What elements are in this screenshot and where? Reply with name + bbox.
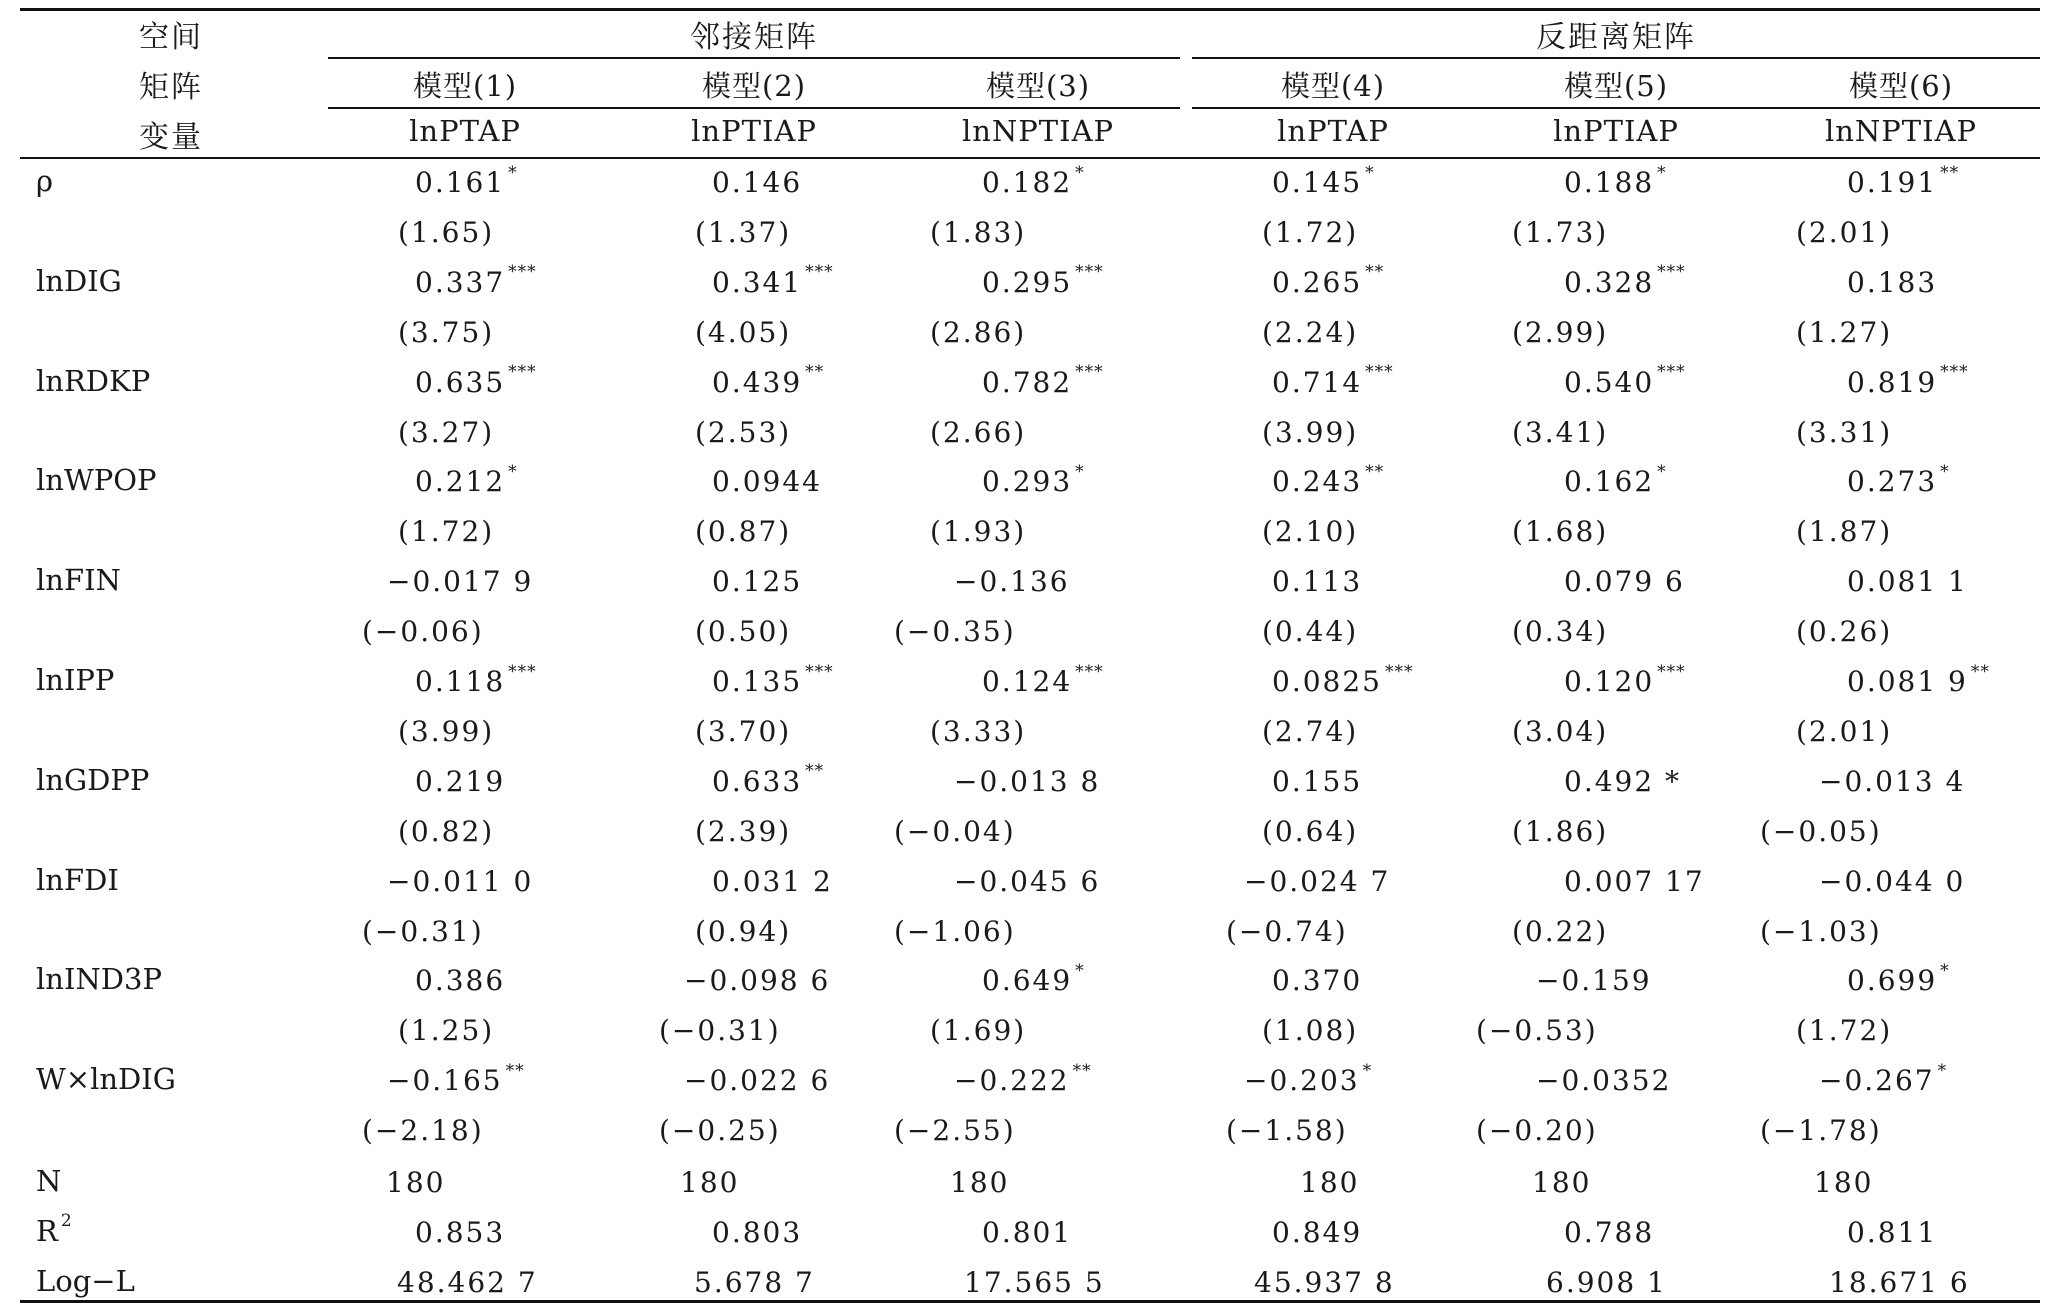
coefficient-cell	[982, 661, 1104, 698]
coefficient-value: −0.044 0	[1819, 864, 1966, 898]
coefficient-value: 0.145	[1272, 166, 1363, 199]
t-statistic-cell: (2.39)	[695, 814, 792, 848]
coefficient-value: −0.017 9	[387, 565, 534, 599]
coefficient-value: −0.165	[387, 1064, 503, 1098]
significance-stars: **	[1970, 661, 1990, 682]
coefficient-value: 0.273	[1847, 465, 1938, 499]
variable-label: lnRDKP	[36, 363, 151, 398]
t-statistic-cell: (0.44)	[1262, 615, 1359, 649]
bottom-rule	[20, 1300, 2040, 1303]
footer-label-text: Log−L	[36, 1264, 135, 1298]
t-statistic-cell: (3.04)	[1512, 715, 1609, 748]
coefficient-value: 0.007 17	[1564, 864, 1705, 898]
coefficient-cell	[684, 964, 830, 997]
significance-stars: *	[1940, 961, 1950, 982]
footer-value: 0.849	[1272, 1216, 1363, 1249]
t-statistic-cell: (1.25)	[398, 1014, 495, 1048]
significance-stars: *	[1940, 462, 1950, 483]
footer-value: 17.565 5	[964, 1266, 1105, 1299]
coefficient-cell	[712, 465, 822, 498]
footer-value: 0.801	[982, 1216, 1073, 1249]
coefficient-cell	[1272, 661, 1414, 698]
inverse-model-rule	[1192, 107, 2040, 109]
coefficient-value: 0.370	[1272, 964, 1363, 998]
t-statistic-cell: (3.70)	[695, 715, 792, 748]
coefficient-cell	[1564, 362, 1686, 399]
footer-value: 5.678 7	[694, 1266, 815, 1299]
t-statistic-cell: (2.01)	[1796, 216, 1893, 249]
coefficient-value: 0.155	[1272, 764, 1363, 798]
coefficient-value: 0.633	[712, 764, 803, 798]
significance-stars: ***	[1657, 661, 1686, 682]
dependent-variable-4: lnPTAP	[1277, 114, 1389, 148]
coefficient-value: 0.699	[1847, 964, 1938, 998]
header-matrix-label: 矩阵	[139, 70, 203, 105]
t-statistic-cell: (1.72)	[398, 515, 495, 549]
coefficient-cell	[1847, 362, 1969, 399]
variable-label: ρ	[36, 164, 54, 198]
coefficient-cell	[1564, 865, 1705, 898]
coefficient-cell	[1847, 162, 1960, 199]
coefficient-cell	[1819, 765, 1965, 798]
footer-value: 180	[386, 1166, 446, 1199]
coefficient-cell	[982, 462, 1085, 499]
t-statistic-cell: (2.10)	[1262, 515, 1359, 549]
coefficient-value: 0.337	[415, 265, 506, 299]
variable-label: lnIPP	[36, 663, 115, 697]
coefficient-value: 0.540	[1564, 365, 1655, 399]
coefficient-cell	[1272, 362, 1394, 399]
t-statistic-cell: (−2.18)	[362, 1114, 484, 1148]
significance-stars: **	[1072, 1060, 1092, 1081]
coefficient-value: 0.212	[415, 465, 506, 499]
coefficient-value: 0.079 6	[1564, 565, 1685, 599]
coefficient-value: −0.0352	[1536, 1064, 1672, 1098]
coefficient-value: −0.098 6	[684, 964, 831, 998]
significance-stars: **	[805, 761, 825, 782]
footer-label	[36, 1264, 135, 1298]
header-space-label: 空间	[139, 20, 203, 55]
adjacent-group-rule	[328, 57, 1180, 59]
significance-stars: ***	[805, 661, 834, 682]
coefficient-cell	[1272, 765, 1362, 798]
t-statistic-cell: (−1.58)	[1226, 1114, 1348, 1148]
t-statistic-cell: (1.68)	[1512, 515, 1609, 549]
t-statistic-cell: (1.08)	[1262, 1014, 1359, 1048]
footer-value: 6.908 1	[1546, 1266, 1667, 1299]
coefficient-cell	[415, 162, 518, 199]
coefficient-cell	[1244, 865, 1390, 898]
t-statistic-cell: (−0.25)	[659, 1114, 781, 1148]
t-statistic-cell: (0.82)	[398, 814, 495, 848]
significance-stars: *	[1075, 162, 1085, 183]
t-statistic-cell: (1.73)	[1512, 216, 1609, 249]
variable-label: lnIND3P	[36, 962, 162, 997]
coefficient-cell	[954, 565, 1070, 598]
dependent-variable-2: lnPTIAP	[691, 114, 817, 148]
significance-stars: *	[1937, 1060, 1948, 1081]
coefficient-cell	[1564, 661, 1686, 698]
coefficient-cell	[1536, 964, 1652, 997]
coefficient-cell	[415, 765, 505, 798]
coefficient-value: 0.191	[1847, 166, 1938, 199]
significance-stars: **	[1365, 262, 1385, 283]
t-statistic-cell: (2.24)	[1262, 315, 1359, 349]
t-statistic-cell: (−0.31)	[362, 914, 484, 948]
t-statistic-cell: (0.94)	[695, 914, 792, 948]
footer-value: 180	[950, 1166, 1010, 1199]
coefficient-cell	[1847, 961, 1950, 998]
significance-stars: ***	[1657, 262, 1686, 283]
coefficient-cell	[1272, 565, 1362, 598]
coefficient-value: −0.013 4	[1819, 764, 1966, 798]
t-statistic-cell: (1.87)	[1796, 515, 1893, 549]
coefficient-cell	[1847, 462, 1950, 499]
footer-value: 180	[1300, 1166, 1360, 1199]
significance-stars: *	[508, 462, 518, 483]
t-statistic-cell: (3.31)	[1796, 415, 1893, 449]
coefficient-cell	[1272, 462, 1385, 499]
coefficient-value: −0.136	[954, 565, 1070, 599]
t-statistic-cell: (0.26)	[1796, 615, 1893, 649]
t-statistic-cell: (−0.35)	[894, 615, 1016, 649]
coefficient-value: 0.328	[1564, 265, 1655, 299]
t-statistic-cell: (1.72)	[1262, 216, 1359, 249]
coefficient-value: 0.341	[712, 265, 803, 299]
coefficient-value: 0.386	[415, 964, 506, 998]
footer-value: 0.811	[1847, 1216, 1938, 1249]
significance-stars: ***	[1075, 262, 1104, 283]
significance-stars: ***	[1075, 661, 1104, 682]
significance-stars: ***	[1075, 362, 1104, 383]
coefficient-cell	[415, 262, 537, 299]
coefficient-cell	[954, 865, 1100, 898]
coefficient-value: −0.011 0	[387, 864, 534, 898]
significance-stars: **	[1365, 462, 1385, 483]
coefficient-cell	[712, 262, 834, 299]
footer-value: 180	[1814, 1166, 1874, 1199]
footer-value: 180	[1532, 1166, 1592, 1199]
coefficient-value: 0.081 1	[1847, 565, 1968, 599]
coefficient-cell	[712, 362, 825, 399]
coefficient-value: 0.243	[1272, 465, 1363, 499]
coefficient-value: −0.222	[954, 1064, 1070, 1098]
t-statistic-cell: (1.69)	[930, 1014, 1027, 1048]
coefficient-cell	[1819, 865, 1965, 898]
t-statistic-cell: (3.75)	[398, 315, 495, 349]
t-statistic-cell: (−1.03)	[1760, 914, 1882, 948]
significance-stars: ***	[508, 362, 537, 383]
coefficient-value: 0.161	[415, 166, 506, 199]
footer-label	[36, 1211, 73, 1248]
coefficient-cell	[1847, 565, 1968, 598]
header-bottom-rule	[20, 157, 2040, 159]
coefficient-value: −0.267	[1819, 1064, 1935, 1098]
coefficient-cell	[415, 462, 518, 499]
coefficient-value: 0.162	[1564, 465, 1655, 499]
coefficient-cell	[982, 362, 1104, 399]
variable-label: lnWPOP	[36, 463, 157, 498]
significance-stars: ***	[1940, 362, 1969, 383]
coefficient-value: 0.635	[415, 365, 506, 399]
variable-label: lnGDPP	[36, 762, 150, 797]
coefficient-value: 0.0825	[1272, 665, 1382, 698]
coefficient-value: −0.013 8	[954, 764, 1101, 798]
header-variable-label: 变量	[139, 120, 203, 155]
footer-value: 180	[680, 1166, 740, 1199]
coefficient-value: 0.146	[712, 166, 803, 199]
significance-stars: *	[1657, 462, 1667, 483]
coefficient-cell	[415, 661, 537, 698]
significance-stars: *	[1075, 961, 1085, 982]
coefficient-value: −0.022 6	[684, 1064, 831, 1098]
t-statistic-cell: (2.99)	[1512, 315, 1609, 349]
footer-value: 48.462 7	[397, 1266, 538, 1299]
significance-stars: *	[1657, 162, 1667, 183]
t-statistic-cell: (3.33)	[930, 715, 1027, 748]
t-statistic-cell: (3.27)	[398, 415, 495, 449]
coefficient-value: −0.159	[1536, 964, 1652, 998]
t-statistic-cell: (0.64)	[1262, 814, 1359, 848]
variable-label: W×lnDIG	[36, 1062, 176, 1097]
coefficient-cell	[1272, 262, 1385, 299]
coefficient-cell	[954, 765, 1100, 798]
footer-label-superscript: 2	[60, 1211, 73, 1232]
t-statistic-cell: (3.99)	[1262, 415, 1359, 449]
footer-label-text: R	[36, 1214, 58, 1248]
t-statistic-cell: (−0.06)	[362, 615, 484, 649]
t-statistic-cell: (4.05)	[695, 315, 792, 349]
coefficient-value: 0.219	[415, 764, 506, 798]
coefficient-value: 0.031 2	[712, 864, 833, 898]
t-statistic-cell: (0.34)	[1512, 615, 1609, 649]
group-inverse-distance-matrix: 反距离矩阵	[1536, 20, 1696, 55]
t-statistic-cell: (−0.53)	[1476, 1014, 1598, 1048]
coefficient-value: 0.295	[982, 265, 1073, 299]
footer-value: 0.853	[415, 1216, 506, 1249]
t-statistic-cell: (−0.04)	[894, 814, 1016, 848]
significance-stars: ***	[1365, 362, 1394, 383]
significance-stars: ***	[508, 661, 537, 682]
t-statistic-cell: (2.74)	[1262, 715, 1359, 748]
coefficient-cell	[712, 761, 825, 798]
t-statistic-cell: (0.50)	[695, 615, 792, 649]
significance-stars: ***	[508, 262, 537, 283]
coefficient-cell	[415, 362, 537, 399]
coefficient-cell	[982, 961, 1085, 998]
coefficient-cell	[1819, 1060, 1948, 1098]
coefficient-value: −0.203	[1244, 1064, 1360, 1098]
coefficient-value: 0.120	[1564, 665, 1655, 698]
coefficient-cell	[1564, 262, 1686, 299]
footer-value: 0.788	[1564, 1216, 1655, 1249]
coefficient-cell	[954, 1060, 1092, 1098]
coefficient-value: 0.714	[1272, 365, 1363, 399]
t-statistic-cell: (1.83)	[930, 216, 1027, 249]
coefficient-cell	[1847, 661, 1990, 698]
t-statistic-cell: (−0.05)	[1760, 814, 1882, 848]
group-adjacent-matrix: 邻接矩阵	[690, 20, 818, 55]
variable-label: lnFIN	[36, 563, 121, 598]
coefficient-value: 0.782	[982, 365, 1073, 399]
t-statistic-cell: (1.27)	[1796, 315, 1893, 349]
t-statistic-cell: (0.87)	[695, 515, 792, 549]
significance-stars: *	[508, 162, 518, 183]
model-header-2: 模型(2)	[701, 69, 807, 103]
coefficient-cell	[387, 565, 533, 598]
coefficient-value: 0.125	[712, 565, 803, 599]
significance-stars: *	[1075, 462, 1085, 483]
adjacent-model-rule	[328, 107, 1180, 109]
significance-stars: ***	[805, 262, 834, 283]
variable-label: lnDIG	[36, 263, 122, 298]
coefficient-value: 0.265	[1272, 265, 1363, 299]
coefficient-cell	[684, 1064, 830, 1097]
coefficient-value: 0.183	[1847, 265, 1938, 299]
model-header-3: 模型(3)	[985, 69, 1091, 103]
coefficient-value: −0.024 7	[1244, 864, 1391, 898]
model-header-6: 模型(6)	[1848, 69, 1954, 103]
coefficient-cell	[1564, 162, 1667, 199]
coefficient-cell	[415, 964, 505, 997]
t-statistic-cell: (2.01)	[1796, 715, 1893, 748]
coefficient-cell	[712, 166, 802, 199]
coefficient-cell	[1564, 462, 1667, 499]
t-statistic-cell: (2.66)	[930, 415, 1027, 449]
coefficient-value: 0.124	[982, 665, 1073, 698]
t-statistic-cell: (1.65)	[398, 216, 495, 249]
coefficient-cell	[1272, 964, 1362, 997]
dependent-variable-6: lnNPTIAP	[1824, 114, 1978, 148]
coefficient-cell	[712, 865, 833, 898]
inverse-group-rule	[1192, 57, 2040, 59]
t-statistic-cell: (−2.55)	[894, 1114, 1016, 1148]
t-statistic-cell: (3.41)	[1512, 415, 1609, 449]
t-statistic-cell: (1.72)	[1796, 1014, 1893, 1048]
t-statistic-cell: (1.93)	[930, 515, 1027, 549]
t-statistic-cell: (−0.31)	[659, 1014, 781, 1048]
footer-value: 18.671 6	[1829, 1266, 1970, 1299]
variable-label: lnFDI	[36, 862, 119, 897]
coefficient-cell	[982, 162, 1085, 199]
dependent-variable-5: lnPTIAP	[1553, 114, 1679, 148]
coefficient-value: 0.293	[982, 465, 1073, 499]
dependent-variable-1: lnPTAP	[409, 114, 521, 148]
top-rule	[20, 8, 2040, 11]
footer-value: 0.803	[712, 1216, 803, 1249]
coefficient-value: −0.045 6	[954, 864, 1101, 898]
t-statistic-cell: (0.22)	[1512, 914, 1609, 948]
coefficient-value: 0.182	[982, 166, 1073, 199]
coefficient-cell	[1564, 765, 1681, 798]
coefficient-value: 0.492 *	[1564, 764, 1682, 798]
coefficient-value: 0.439	[712, 365, 803, 399]
coefficient-cell	[1564, 565, 1685, 598]
significance-stars: **	[505, 1060, 525, 1081]
model-header-4: 模型(4)	[1280, 69, 1386, 103]
significance-stars: *	[1365, 162, 1375, 183]
coefficient-value: 0.0944	[712, 465, 822, 499]
dependent-variable-3: lnNPTIAP	[961, 114, 1115, 148]
footer-value: 45.937 8	[1254, 1266, 1395, 1299]
coefficient-cell	[712, 661, 834, 698]
significance-stars: *	[1362, 1060, 1373, 1081]
t-statistic-cell: (3.99)	[398, 715, 495, 748]
t-statistic-cell: (−1.06)	[894, 914, 1016, 948]
coefficient-cell	[1272, 162, 1375, 199]
footer-label-text: N	[36, 1164, 62, 1198]
coefficient-cell	[982, 262, 1104, 299]
t-statistic-cell: (−0.20)	[1476, 1114, 1598, 1148]
coefficient-value: 0.081 9	[1847, 665, 1968, 698]
coefficient-cell	[1536, 1064, 1671, 1097]
t-statistic-cell: (1.86)	[1512, 814, 1609, 848]
t-statistic-cell: (2.86)	[930, 315, 1027, 349]
coefficient-cell	[1244, 1060, 1373, 1098]
t-statistic-cell: (−0.74)	[1226, 914, 1348, 948]
significance-stars: ***	[1384, 661, 1414, 682]
significance-stars: ***	[1657, 362, 1686, 383]
coefficient-value: 0.188	[1564, 166, 1655, 199]
coefficient-value: 0.113	[1272, 565, 1363, 599]
coefficient-cell	[387, 865, 533, 898]
coefficient-cell	[1847, 266, 1937, 299]
coefficient-value: 0.649	[982, 964, 1073, 998]
model-header-1: 模型(1)	[412, 69, 518, 103]
t-statistic-cell: (−1.78)	[1760, 1114, 1882, 1148]
t-statistic-cell: (2.53)	[695, 415, 792, 449]
significance-stars: **	[1940, 162, 1960, 183]
significance-stars: **	[805, 362, 825, 383]
model-header-5: 模型(5)	[1563, 69, 1669, 103]
coefficient-cell	[712, 565, 802, 598]
t-statistic-cell: (1.37)	[695, 216, 792, 249]
coefficient-value: 0.819	[1847, 365, 1938, 399]
footer-label	[36, 1164, 61, 1198]
coefficient-value: 0.118	[415, 665, 506, 698]
coefficient-cell	[387, 1060, 525, 1098]
coefficient-value: 0.135	[712, 665, 803, 698]
